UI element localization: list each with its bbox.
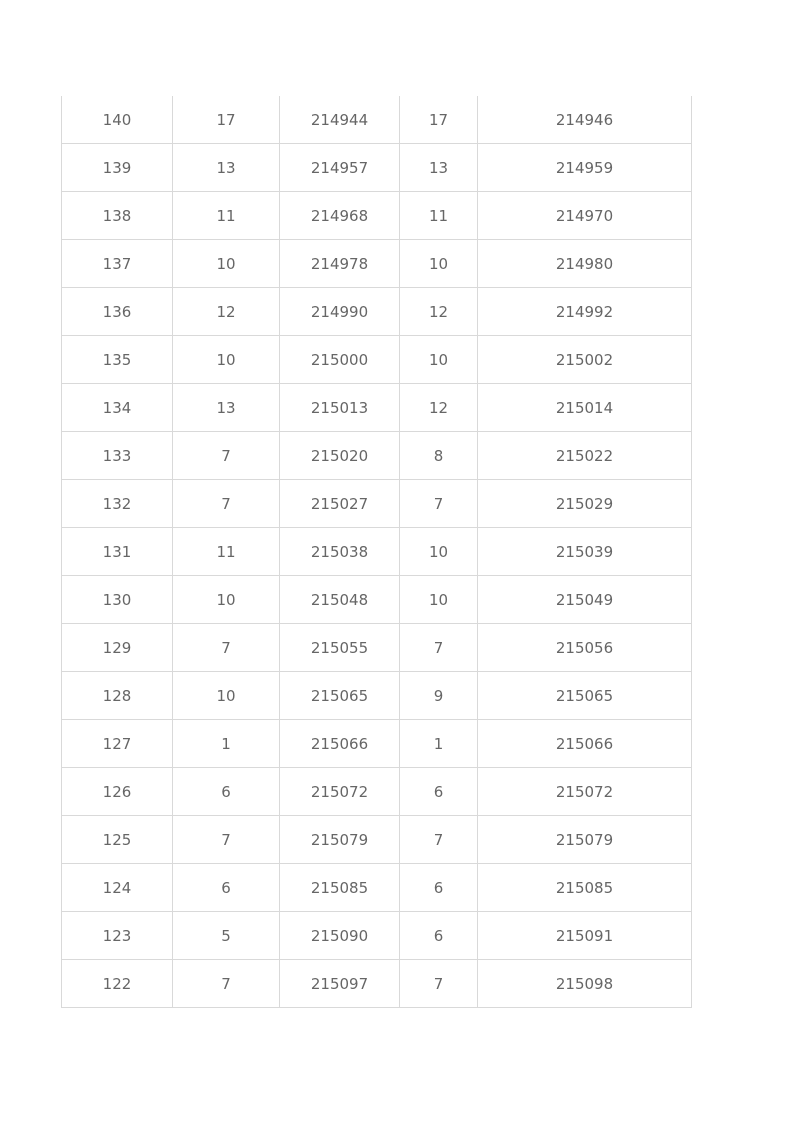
score-cell: 127 [62,720,173,768]
table-row [62,144,692,192]
count-cell-2: 6 [400,768,478,816]
count-cell-2: 7 [400,960,478,1008]
cumulative-cell: 215065 [280,672,400,720]
table-row [62,528,692,576]
cumulative-cell-2: 214946 [478,96,692,144]
count-cell: 10 [173,576,280,624]
count-cell-2: 8 [400,432,478,480]
score-distribution-table [61,96,692,1008]
score-cell: 123 [62,912,173,960]
count-cell: 5 [173,912,280,960]
count-cell: 13 [173,144,280,192]
table-row [62,384,692,432]
table-row [62,192,692,240]
count-cell-2: 17 [400,96,478,144]
count-cell-2: 11 [400,192,478,240]
score-cell: 128 [62,672,173,720]
count-cell: 13 [173,384,280,432]
cumulative-cell: 215000 [280,336,400,384]
score-cell: 122 [62,960,173,1008]
count-cell: 6 [173,864,280,912]
cumulative-cell: 215020 [280,432,400,480]
score-cell: 138 [62,192,173,240]
cumulative-cell: 215079 [280,816,400,864]
cumulative-cell: 215090 [280,912,400,960]
cumulative-cell-2: 215029 [478,480,692,528]
count-cell-2: 10 [400,336,478,384]
cumulative-cell-2: 215002 [478,336,692,384]
count-cell: 7 [173,816,280,864]
count-cell: 1 [173,720,280,768]
score-cell: 132 [62,480,173,528]
count-cell: 7 [173,960,280,1008]
cumulative-cell-2: 215072 [478,768,692,816]
cumulative-cell: 215013 [280,384,400,432]
table-row [62,912,692,960]
table-row [62,816,692,864]
cumulative-cell-2: 214959 [478,144,692,192]
table-row [62,576,692,624]
cumulative-cell: 215097 [280,960,400,1008]
cumulative-cell: 214957 [280,144,400,192]
cumulative-cell-2: 215014 [478,384,692,432]
table-row [62,960,692,1008]
score-cell: 136 [62,288,173,336]
score-cell: 125 [62,816,173,864]
cumulative-cell: 215038 [280,528,400,576]
count-cell: 12 [173,288,280,336]
table-body [62,96,692,1008]
table-row [62,768,692,816]
count-cell-2: 10 [400,528,478,576]
count-cell-2: 12 [400,384,478,432]
cumulative-cell-2: 215091 [478,912,692,960]
cumulative-cell: 214990 [280,288,400,336]
cumulative-cell-2: 215079 [478,816,692,864]
count-cell: 10 [173,672,280,720]
cumulative-cell-2: 214992 [478,288,692,336]
count-cell: 10 [173,336,280,384]
cumulative-cell: 214968 [280,192,400,240]
score-cell: 139 [62,144,173,192]
cumulative-cell: 215072 [280,768,400,816]
table-row [62,240,692,288]
cumulative-cell-2: 214970 [478,192,692,240]
count-cell: 10 [173,240,280,288]
cumulative-cell-2: 215065 [478,672,692,720]
table-row [62,720,692,768]
count-cell-2: 12 [400,288,478,336]
count-cell: 11 [173,192,280,240]
score-cell: 126 [62,768,173,816]
table-row [62,864,692,912]
count-cell-2: 7 [400,480,478,528]
cumulative-cell: 215055 [280,624,400,672]
score-cell: 129 [62,624,173,672]
score-cell: 140 [62,96,173,144]
table-row [62,96,692,144]
cumulative-cell-2: 214980 [478,240,692,288]
cumulative-cell: 215027 [280,480,400,528]
cumulative-cell: 215085 [280,864,400,912]
cumulative-cell-2: 215085 [478,864,692,912]
cumulative-cell-2: 215098 [478,960,692,1008]
score-cell: 137 [62,240,173,288]
table-row [62,336,692,384]
score-cell: 134 [62,384,173,432]
cumulative-cell: 214978 [280,240,400,288]
cumulative-cell: 215048 [280,576,400,624]
count-cell: 6 [173,768,280,816]
score-cell: 135 [62,336,173,384]
count-cell-2: 7 [400,816,478,864]
table-row [62,624,692,672]
count-cell-2: 6 [400,864,478,912]
table-row [62,672,692,720]
cumulative-cell: 214944 [280,96,400,144]
table-row [62,432,692,480]
score-cell: 130 [62,576,173,624]
cumulative-cell-2: 215066 [478,720,692,768]
count-cell-2: 13 [400,144,478,192]
table-row [62,288,692,336]
cumulative-cell-2: 215049 [478,576,692,624]
count-cell-2: 6 [400,912,478,960]
score-cell: 131 [62,528,173,576]
table-row [62,480,692,528]
count-cell: 11 [173,528,280,576]
count-cell: 7 [173,624,280,672]
cumulative-cell-2: 215022 [478,432,692,480]
cumulative-cell: 215066 [280,720,400,768]
score-cell: 124 [62,864,173,912]
count-cell-2: 10 [400,576,478,624]
count-cell-2: 10 [400,240,478,288]
cumulative-cell-2: 215039 [478,528,692,576]
count-cell: 7 [173,432,280,480]
cumulative-cell-2: 215056 [478,624,692,672]
count-cell-2: 9 [400,672,478,720]
count-cell: 17 [173,96,280,144]
count-cell: 7 [173,480,280,528]
score-cell: 133 [62,432,173,480]
count-cell-2: 1 [400,720,478,768]
count-cell-2: 7 [400,624,478,672]
